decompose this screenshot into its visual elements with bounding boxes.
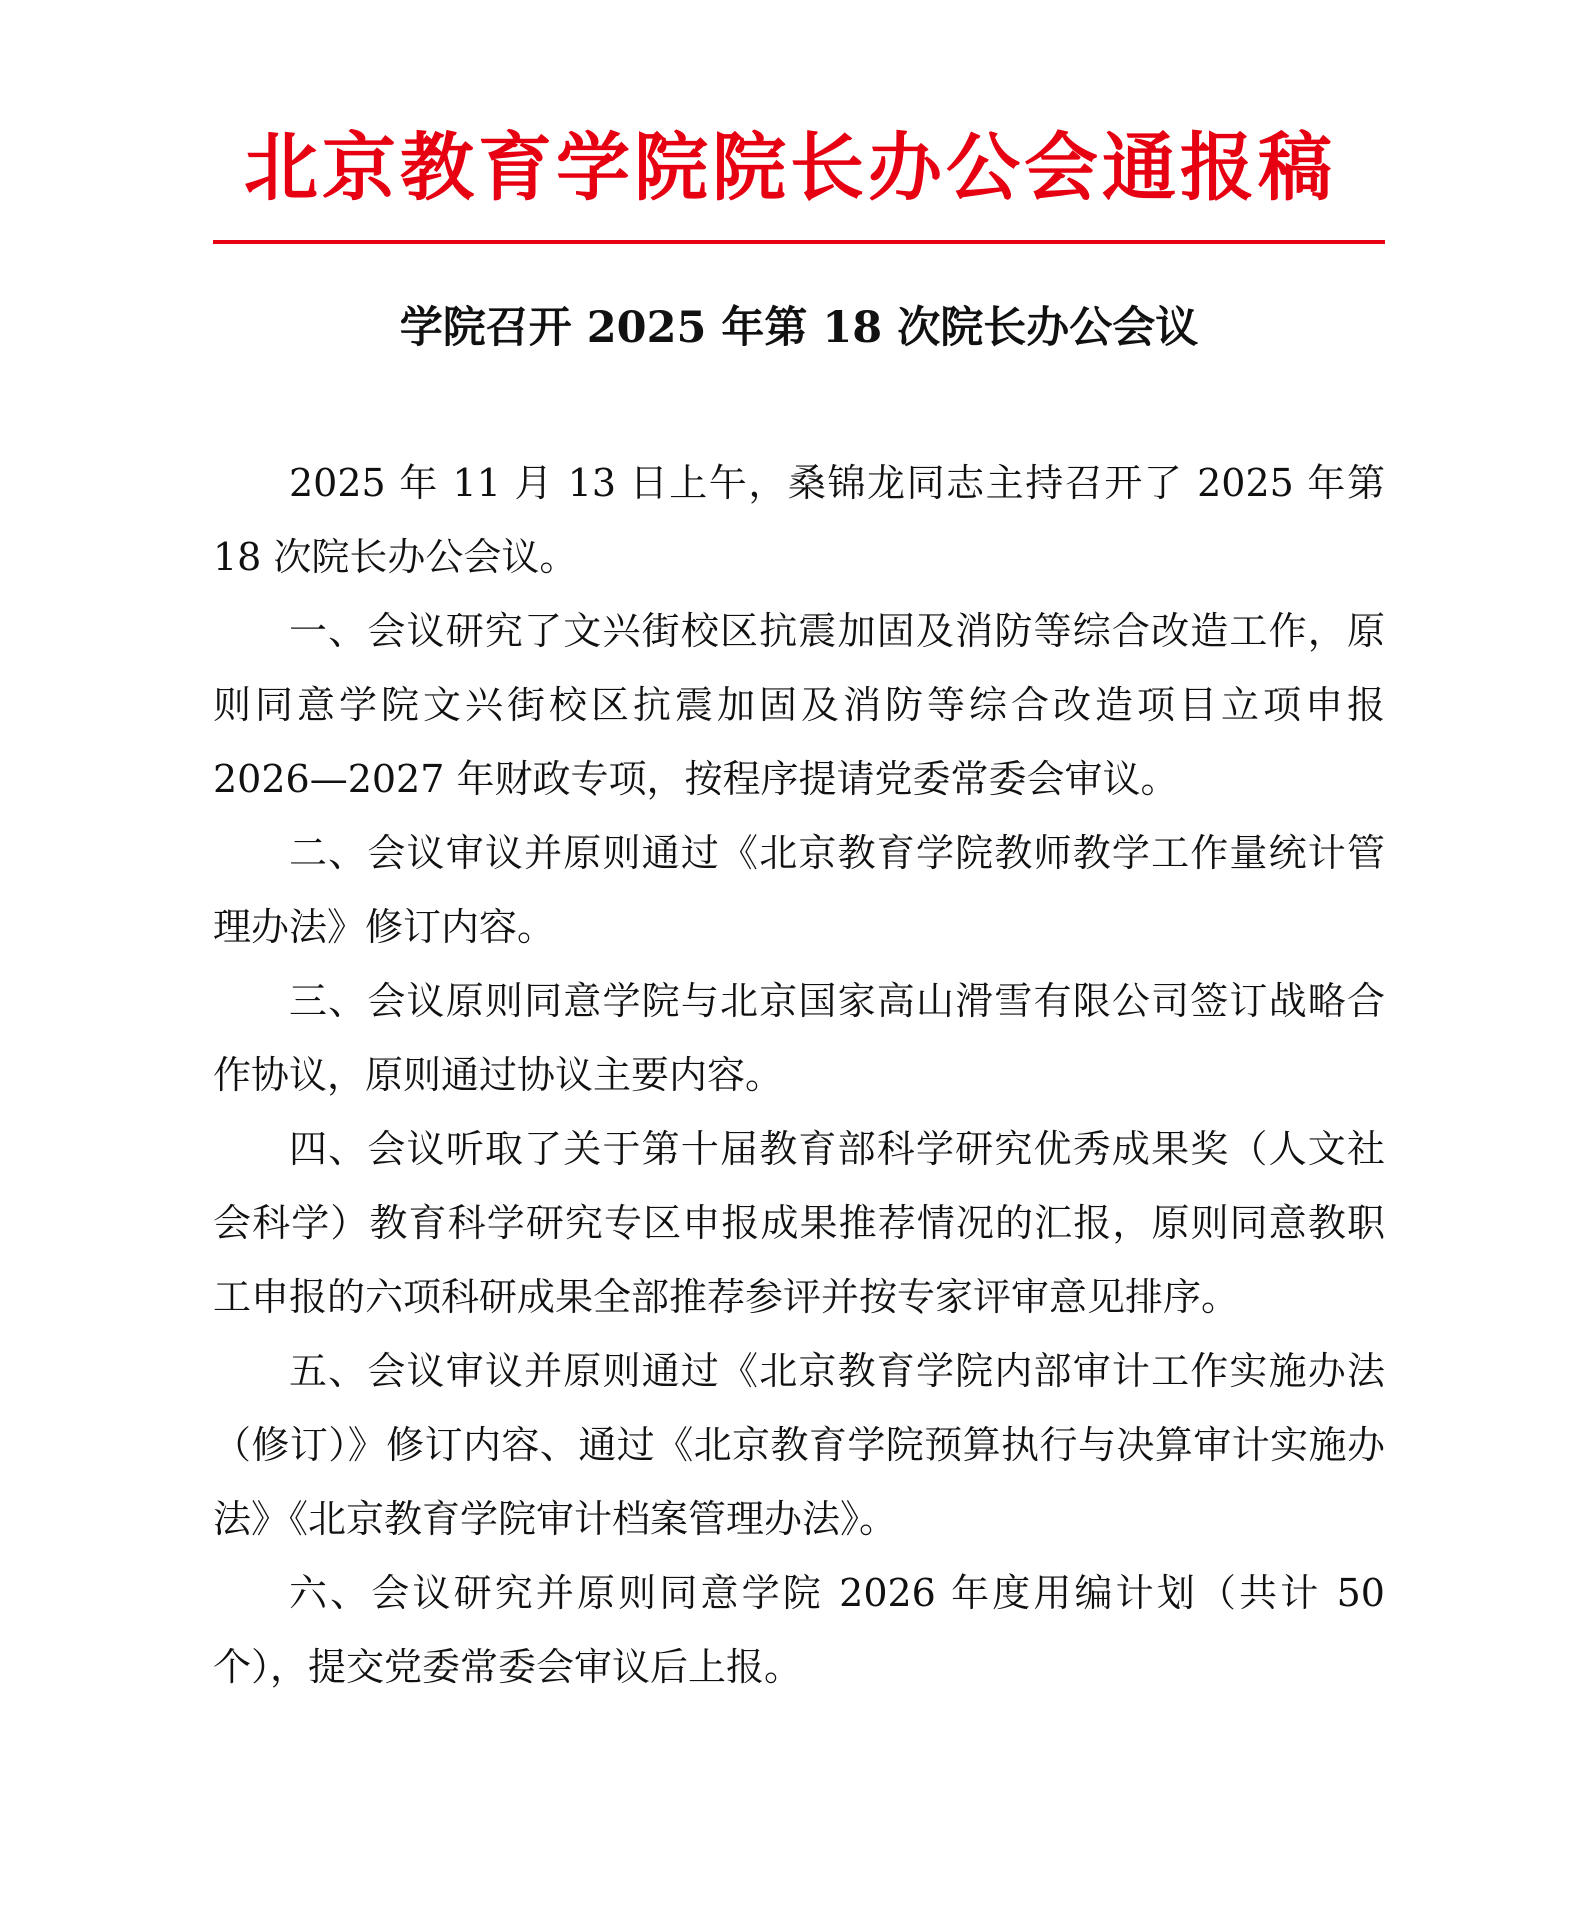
paragraph-item-4: 四、会议听取了关于第十届教育部科学研究优秀成果奖（人文社会科学）教育科学研究专区申报成果推荐情况的汇报，原则同意教职工申报的六项科研成果全部推荐参评并按专家评审意见排序。 (213, 1127, 1385, 1319)
red-divider (213, 240, 1385, 244)
document-title: 学院召开 2025 年第 18 次院长办公会议 (399, 303, 1199, 353)
masthead-title: 北京教育学院院长办公会通报稿 (244, 125, 1336, 211)
paragraph-item-5: 五、会议审议并原则通过《北京教育学院内部审计工作实施办法（修订）》修订内容、通过《北京教育学院预算执行与决算审计实施办法》《北京教育学院审计档案管理办法》。 (213, 1349, 1385, 1541)
document-body (213, 446, 1385, 1704)
paragraph-intro: 2025 年 11 月 13 日上午，桑锦龙同志主持召开了 2025 年第 18 次院长办公会议。 (213, 461, 1385, 579)
paragraph-item-6: 六、会议研究并原则同意学院 2026 年度用编计划（共计 50 个），提交党委常委会审议后上报。 (213, 1571, 1385, 1689)
paragraph-item-2: 二、会议审议并原则通过《北京教育学院教师教学工作量统计管理办法》修订内容。 (213, 831, 1385, 949)
paragraph-item-3: 三、会议原则同意学院与北京国家高山滑雪有限公司签订战略合作协议，原则通过协议主要内容。 (213, 979, 1385, 1097)
paragraph-item-1: 一、会议研究了文兴街校区抗震加固及消防等综合改造工作，原则同意学院文兴街校区抗震加固及消防等综合改造项目立项申报 2026—2027 年财政专项，按程序提请党委常委会审议。 (213, 609, 1385, 801)
